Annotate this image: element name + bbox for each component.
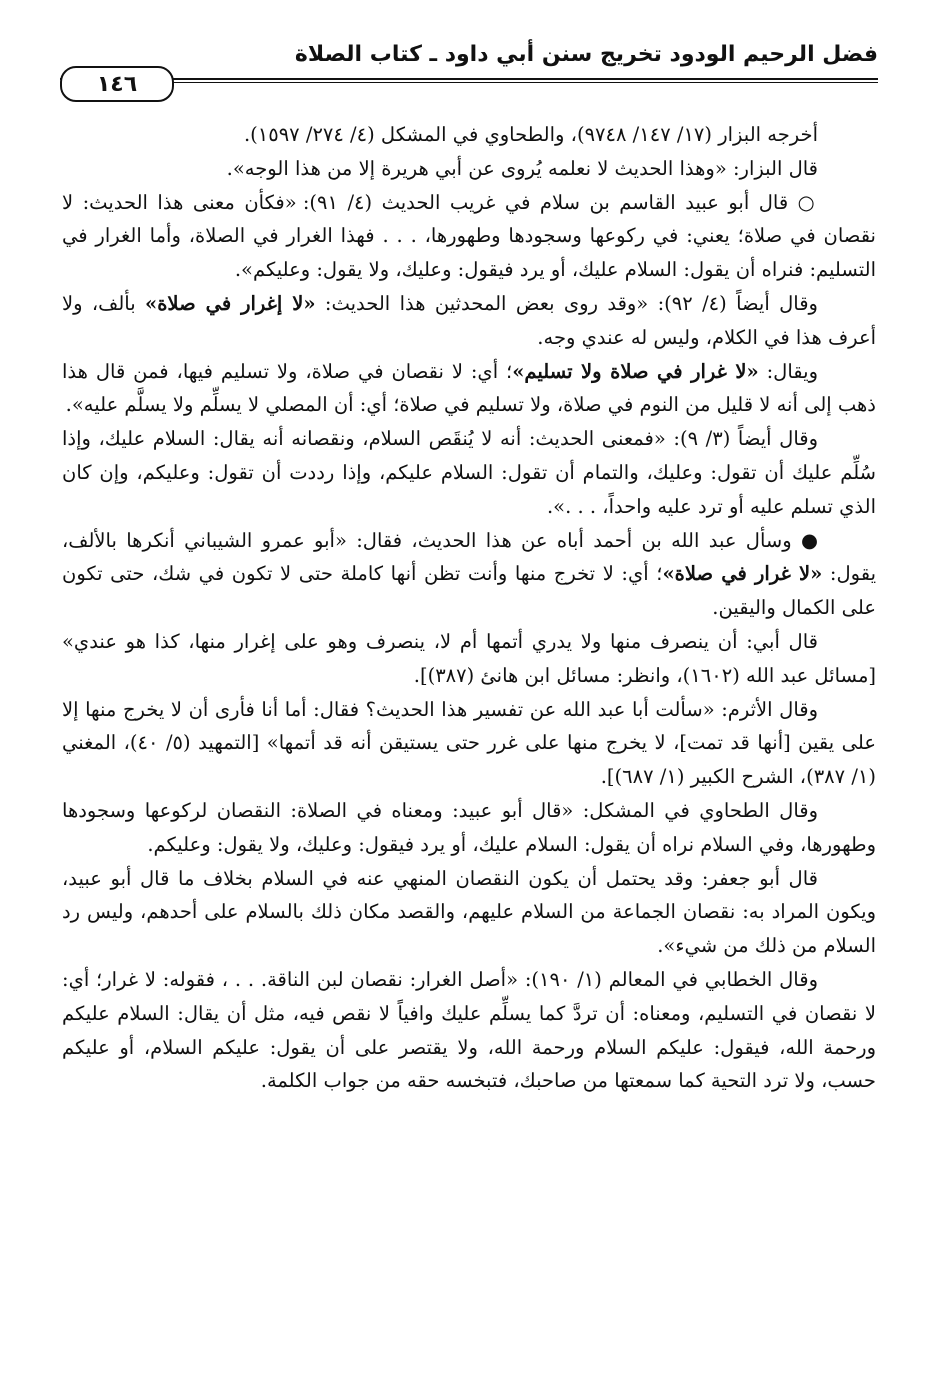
paragraph-11: قال أبو جعفر: وقد يحتمل أن يكون النقصان المنهي عنه في السلام بخلاف ما قال أبو عبيد، ويكون المراد به: نقصان الجماعة من السلام عليهم، والقصد مكان ذلك بالسلام على أحدهم، وليس رد السلام من ذلك من شيء». [62,866,876,958]
paragraph-3: ○ قال أبو عبيد القاسم بن سلام في غريب الحديث (٤/ ٩١): «فكأن معنى هذا الحديث: لا نقصان في صلاة؛ يعني: في ركوعها وسجودها وطهورها، . . . فهذا الغرار في الصلاة، وأما الغرار في التسليم: فنراه أن يقول: السلام عليك، أو يرد فيقول: وعليك، ولا يقول: وعليكم». [62,190,876,282]
page-number: ١٤٦ [60,66,174,102]
running-header-title: فضل الرحيم الودود تخريج سنن أبي داود ـ كتاب الصلاة [294,42,878,67]
paragraph-10: وقال الطحاوي في المشكل: «قال أبو عبيد: ومعناه في الصلاة: النقصان لركوعها وسجودها وطهورها، وفي السلام نراه أن يقول: السلام عليك، أو يرد فيقول: وعليك، ولا يقول: وعليكم. [62,798,876,856]
page-body [62,118,876,1098]
text-run: بألف، ولا أعرف هذا في الكلام، وليس له عندي وجه. [62,291,876,349]
text-run: وقال أيضاً (٤/ ٩٢): «وقد روى بعض المحدثين هذا الحديث: [315,291,818,315]
header-rule-thin [60,82,878,83]
text-run: ● وسأل عبد الله بن أحمد أباه عن هذا الحديث، فقال: «أبو عمرو الشيباني أنكرها بالألف، يقول: [62,528,876,586]
paragraph-4 [62,287,876,355]
text-run: ويقال: [758,359,818,383]
paragraph-7 [62,524,876,625]
paragraph-1: أخرجه البزار (١٧/ ١٤٧/ ٩٧٤٨)، والطحاوي في المشكل (٤/ ٢٧٤/ ١٥٩٧). [243,123,818,146]
running-header [60,42,878,72]
hadith-quote: «لا إغرار في صلاة» [145,291,316,315]
paragraph-6: وقال أيضاً (٣/ ٩): «فمعنى الحديث: أنه لا يُنقَص السلام، ونقصانه أنه يقال: السلام عليك، وإذا سُلِّم عليك أن تقول: وعليك، والتمام أن تقول: السلام عليكم، وإذا رددت أن تقول: وعليكم، وإن كان الذي تسلم عليه أو ترد عليه واحداً، . . .». [62,427,876,518]
header-rule [60,78,878,80]
paragraph-8: قال أبي: أن ينصرف منها ولا يدري أتمها أم لا، ينصرف وهو على إغرار منها، كذا هو عندي» [مسائل عبد الله (١٦٠٢)، وانظر: مسائل ابن هانئ (٣٨٧)]. [62,629,876,687]
text-run: ؛ أي: لا نقصان في صلاة، ولا تسليم فيها، فمن قال هذا ذهب إلى أنه لا قليل من النوم في صلاة، ولا تسليم في صلاة؛ أي: أن المصلي لا يسلِّم ولا يسلَّم عليه». [62,359,876,417]
hadith-quote: «لا غرار في صلاة ولا تسليم» [512,359,759,383]
text-run: ؛ أي: لا تخرج منها وأنت تظن أنها كاملة حتى لا تكون في شك، حتى تكون على الكمال واليقين. [62,562,876,620]
paragraph-5 [62,355,876,423]
paragraph-12: وقال الخطابي في المعالم (١/ ١٩٠): «أصل الغرار: نقصان لبن الناقة. . . ، فقوله: لا غرار؛ أي: لا نقصان في التسليم، ومعناه: أن تردَّ كما يسلِّم عليك وافياً لا نقص فيه، مثل أن يقال: السلام عليكم ورحمة الله، فيقول: عليكم السلام ورحمة الله، ولا يقتصر على أن يقول: عليكم السلام، أو عليكم حسب، ولا ترد التحية كما سمعتها من صاحبك، فتبخسه حقه من جواب الكلمة. [62,967,876,1093]
paragraph-2: قال البزار: «وهذا الحديث لا نعلمه يُروى عن أبي هريرة إلا من هذا الوجه». [226,156,818,180]
paragraph-9: وقال الأثرم: «سألت أبا عبد الله عن تفسير هذا الحديث؟ فقال: أما أنا فأرى أن لا يخرج منها إلا على يقين [أنها قد تمت]، لا يخرج منها على غرر حتى يستيقن أنه قد أتمها» [التمهيد (٥/ ٤٠)، المغني (١/ ٣٨٧)، الشرح الكبير (١/ ٦٨٧)]. [62,697,876,789]
hadith-quote: «لا غرار في صلاة» [662,562,823,586]
